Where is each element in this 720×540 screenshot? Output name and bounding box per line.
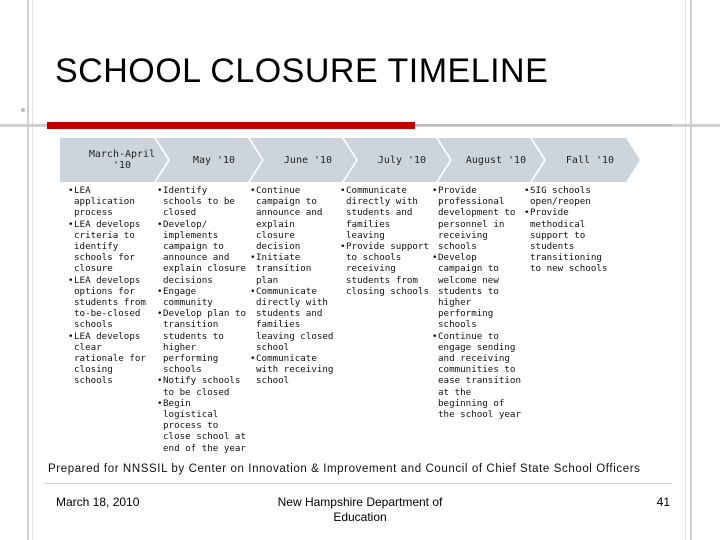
activity-item: • Provide methodical support to students transitioning to new schools: [524, 207, 614, 274]
activity-item: • Develop/ implements campaign to announce and explain closure decisions: [157, 219, 249, 286]
period-label-fall: Fall '10: [565, 154, 615, 166]
activity-item: • Provide support to schools receiving students from closing schools: [340, 241, 432, 297]
prepared-by-note: Prepared for NNSSIL by Center on Innovation & Improvement and Council of Chief State School Officers: [48, 463, 641, 475]
timeline-column-june: [250, 185, 338, 387]
period-label-august: August '10: [465, 154, 527, 166]
activity-item: • Begin logistical process to close school at end of the year: [157, 398, 249, 454]
timeline-column-march-april: [68, 185, 154, 387]
timeline-column-july: [340, 185, 432, 297]
activity-item: • Notify schools to be closed: [157, 375, 249, 397]
page-title: SCHOOL CLOSURE TIMELINE: [55, 52, 549, 90]
frame-dot: [21, 108, 25, 112]
period-label-may: May '10: [192, 154, 236, 166]
activity-item: • LEA develops options for students from to-be-closed schools: [68, 275, 154, 331]
timeline-column-may: [157, 185, 249, 454]
activity-item: • Develop campaign to welcome new students to higher performing schools: [432, 252, 524, 330]
activity-item: • SIG schools open/reopen: [524, 185, 614, 207]
slide-number: 41: [656, 495, 670, 509]
activity-item: • Continue to engage sending and receiving communities to ease transition at the beginning of the school year: [432, 331, 524, 421]
period-label-july: July '10: [377, 154, 427, 166]
footer-date: March 18, 2010: [56, 495, 140, 509]
activity-item: • LEA develops criteria to identify schools for closure: [68, 219, 154, 275]
timeline-arrows: [60, 138, 640, 182]
right-frame-decoration: [676, 0, 720, 540]
footer-department: New Hampshire Department of Education: [277, 495, 443, 524]
left-frame-decoration: [0, 0, 38, 540]
activity-item: • Develop plan to transition students to higher performing schools: [157, 308, 249, 375]
activity-item: • Engage community: [157, 286, 249, 308]
period-label-march-april: March-April '10: [88, 149, 156, 171]
activity-item: • Continue campaign to announce and explain closure decision: [250, 185, 338, 252]
title-underline-thin: [415, 124, 672, 126]
activity-item: • LEA develops clear rationale for closing schools: [68, 331, 154, 387]
activity-item: • Communicate directly with students and families leaving closed school: [250, 286, 338, 353]
activity-item: • Provide professional development to personnel in receiving schools: [432, 185, 524, 252]
activity-item: • Communicate with receiving school: [250, 353, 338, 387]
title-accent-bar: [47, 122, 415, 129]
activity-item: • Initiate transition plan: [250, 252, 338, 286]
footer-divider: [44, 483, 672, 484]
timeline-column-august: [432, 185, 524, 420]
activity-item: • LEA application process: [68, 185, 154, 219]
activity-item: • Identify schools to be closed: [157, 185, 249, 219]
period-label-june: June '10: [283, 154, 333, 166]
timeline-column-fall: [524, 185, 614, 275]
activity-item: • Communicate directly with students and families leaving: [340, 185, 432, 241]
